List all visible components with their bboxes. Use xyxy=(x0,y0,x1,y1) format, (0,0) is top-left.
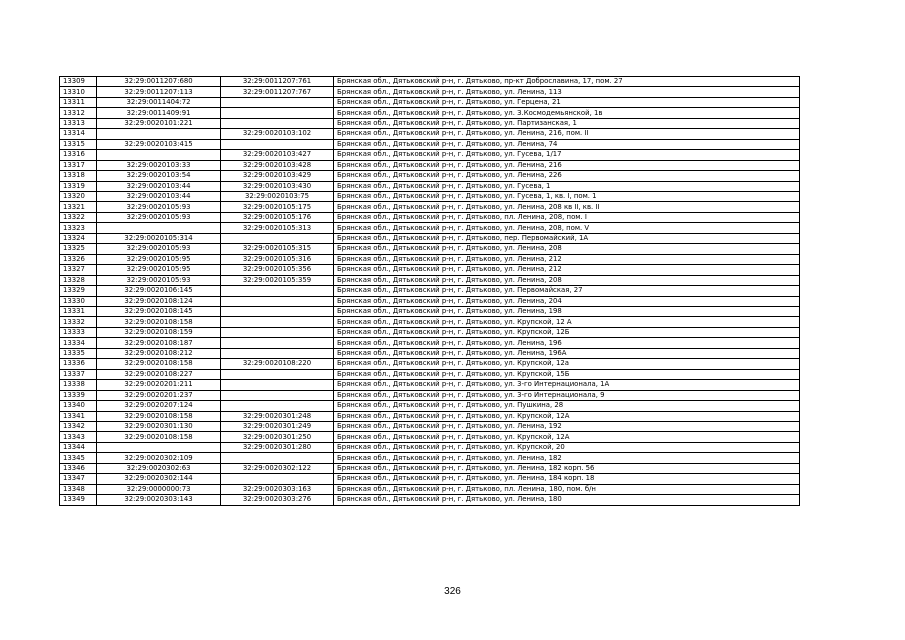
table-row xyxy=(60,432,800,442)
record-number-cell: 13331 xyxy=(60,306,97,316)
address-cell: Брянская обл., Дятьковский р-н, г. Дятьково, ул. Ленина, 204 xyxy=(334,296,800,306)
cadastral-number-cell: 32:29:0020106:145 xyxy=(97,286,221,296)
premises-cadastral-number-cell: 32:29:0020303:276 xyxy=(221,495,334,505)
premises-cadastral-number-cell xyxy=(221,327,334,337)
cadastral-number-cell: 32:29:0000000:73 xyxy=(97,484,221,494)
address-cell: Брянская обл., Дятьковский р-н, г. Дятьково, ул. Ленина, 182 корп. 56 xyxy=(334,463,800,473)
premises-cadastral-number-cell: 32:29:0011207:761 xyxy=(221,77,334,87)
address-cell: Брянская обл., Дятьковский р-н, г. Дятьково, ул. Первомайская, 27 xyxy=(334,286,800,296)
premises-cadastral-number-cell xyxy=(221,118,334,128)
premises-cadastral-number-cell xyxy=(221,139,334,149)
record-number-cell: 13325 xyxy=(60,244,97,254)
table-row xyxy=(60,244,800,254)
cadastral-number-cell: 32:29:0011404:72 xyxy=(97,97,221,107)
address-cell: Брянская обл., Дятьковский р-н, г. Дятьково, ул. Ленина, 208 xyxy=(334,244,800,254)
table-row xyxy=(60,495,800,505)
cadastral-number-cell: 32:29:0020302:144 xyxy=(97,474,221,484)
table-row xyxy=(60,77,800,87)
table-row xyxy=(60,108,800,118)
cadastral-number-cell xyxy=(97,223,221,233)
record-number-cell: 13311 xyxy=(60,97,97,107)
record-number-cell: 13332 xyxy=(60,317,97,327)
cadastral-number-cell: 32:29:0011409:91 xyxy=(97,108,221,118)
address-cell: Брянская обл., Дятьковский р-н, г. Дятьково, пл. Ленина, 180, пом. б/н xyxy=(334,484,800,494)
cadastral-number-cell: 32:29:0020108:187 xyxy=(97,338,221,348)
address-cell: Брянская обл., Дятьковский р-н, г. Дятьково, ул. Ленина, 198 xyxy=(334,306,800,316)
premises-cadastral-number-cell xyxy=(221,317,334,327)
premises-cadastral-number-cell xyxy=(221,369,334,379)
table-row xyxy=(60,286,800,296)
record-number-cell: 13315 xyxy=(60,139,97,149)
premises-cadastral-number-cell xyxy=(221,306,334,316)
table-row xyxy=(60,463,800,473)
table-row xyxy=(60,306,800,316)
premises-cadastral-number-cell: 32:29:0020105:175 xyxy=(221,202,334,212)
address-cell: Брянская обл., Дятьковский р-н, г. Дятьково, ул. Герцена, 21 xyxy=(334,97,800,107)
table-row xyxy=(60,380,800,390)
record-number-cell: 13337 xyxy=(60,369,97,379)
table-row xyxy=(60,411,800,421)
record-number-cell: 13327 xyxy=(60,265,97,275)
table-row xyxy=(60,171,800,181)
address-cell: Брянская обл., Дятьковский р-н, г. Дятьково, ул. Крупской, 12Б xyxy=(334,327,800,337)
table-row xyxy=(60,118,800,128)
cadastral-number-cell: 32:29:0020108:158 xyxy=(97,432,221,442)
premises-cadastral-number-cell: 32:29:0020105:315 xyxy=(221,244,334,254)
address-cell: Брянская обл., Дятьковский р-н, г. Дятьково, пр-кт Доброславина, 17, пом. 27 xyxy=(334,77,800,87)
record-number-cell: 13320 xyxy=(60,191,97,201)
premises-cadastral-number-cell xyxy=(221,108,334,118)
table-row xyxy=(60,191,800,201)
record-number-cell: 13313 xyxy=(60,118,97,128)
cadastral-number-cell: 32:29:0011207:113 xyxy=(97,87,221,97)
cadastral-number-cell: 32:29:0020105:93 xyxy=(97,202,221,212)
address-cell: Брянская обл., Дятьковский р-н, г. Дятьково, ул. Ленина, 208, пом. V xyxy=(334,223,800,233)
record-number-cell: 13326 xyxy=(60,254,97,264)
address-cell: Брянская обл., Дятьковский р-н, г. Дятьково, ул. Крупской, 12А xyxy=(334,411,800,421)
cadastral-number-cell: 32:29:0020103:44 xyxy=(97,191,221,201)
table-row xyxy=(60,453,800,463)
record-number-cell: 13329 xyxy=(60,286,97,296)
cadastral-number-cell: 32:29:0020302:63 xyxy=(97,463,221,473)
cadastral-number-cell: 32:29:0020105:93 xyxy=(97,244,221,254)
premises-cadastral-number-cell xyxy=(221,453,334,463)
premises-cadastral-number-cell xyxy=(221,401,334,411)
table-row xyxy=(60,484,800,494)
premises-cadastral-number-cell: 32:29:0020301:280 xyxy=(221,442,334,452)
cadastral-number-cell: 32:29:0020201:237 xyxy=(97,390,221,400)
address-cell: Брянская обл., Дятьковский р-н, г. Дятьково, ул. Крупской, 12А xyxy=(334,432,800,442)
cadastral-number-cell: 32:29:0020302:109 xyxy=(97,453,221,463)
record-number-cell: 13314 xyxy=(60,129,97,139)
record-number-cell: 13339 xyxy=(60,390,97,400)
record-number-cell: 13349 xyxy=(60,495,97,505)
record-number-cell: 13309 xyxy=(60,77,97,87)
record-number-cell: 13316 xyxy=(60,150,97,160)
record-number-cell: 13347 xyxy=(60,474,97,484)
address-cell: Брянская обл., Дятьковский р-н, г. Дятьково, ул. Крупской, 15Б xyxy=(334,369,800,379)
cadastral-number-cell: 32:29:0020103:33 xyxy=(97,160,221,170)
premises-cadastral-number-cell: 32:29:0020105:176 xyxy=(221,212,334,222)
address-cell: Брянская обл., Дятьковский р-н, г. Дятьково, ул. Ленина, 212 xyxy=(334,265,800,275)
premises-cadastral-number-cell xyxy=(221,296,334,306)
cadastral-number-cell: 32:29:0020103:415 xyxy=(97,139,221,149)
table-row xyxy=(60,139,800,149)
cadastral-number-cell: 32:29:0020108:158 xyxy=(97,317,221,327)
premises-cadastral-number-cell xyxy=(221,233,334,243)
premises-cadastral-number-cell xyxy=(221,97,334,107)
address-cell: Брянская обл., Дятьковский р-н, г. Дятьково, ул. Гусева, 1/17 xyxy=(334,150,800,160)
cadastral-number-cell: 32:29:0020103:54 xyxy=(97,171,221,181)
records-table-body xyxy=(60,77,800,506)
cadastral-number-cell: 32:29:0020108:227 xyxy=(97,369,221,379)
address-cell: Брянская обл., Дятьковский р-н, г. Дятьково, ул. Ленина, 226 xyxy=(334,171,800,181)
record-number-cell: 13343 xyxy=(60,432,97,442)
address-cell: Брянская обл., Дятьковский р-н, г. Дятьково, ул. Ленина, 196 xyxy=(334,338,800,348)
table-row xyxy=(60,296,800,306)
table-row xyxy=(60,390,800,400)
record-number-cell: 13312 xyxy=(60,108,97,118)
page-number: 326 xyxy=(444,586,461,597)
address-cell: Брянская обл., Дятьковский р-н, г. Дятьково, ул. Ленина, 113 xyxy=(334,87,800,97)
record-number-cell: 13319 xyxy=(60,181,97,191)
premises-cadastral-number-cell: 32:29:0020108:220 xyxy=(221,359,334,369)
table-row xyxy=(60,474,800,484)
premises-cadastral-number-cell xyxy=(221,338,334,348)
address-cell: Брянская обл., Дятьковский р-н, г. Дятьково, ул. Ленина, 192 xyxy=(334,421,800,431)
record-number-cell: 13328 xyxy=(60,275,97,285)
premises-cadastral-number-cell: 32:29:0020103:75 xyxy=(221,191,334,201)
cadastral-number-cell: 32:29:0020105:93 xyxy=(97,275,221,285)
premises-cadastral-number-cell: 32:29:0020301:250 xyxy=(221,432,334,442)
table-row xyxy=(60,421,800,431)
premises-cadastral-number-cell: 32:29:0011207:767 xyxy=(221,87,334,97)
address-cell: Брянская обл., Дятьковский р-н, г. Дятьково, ул. Партизанская, 1 xyxy=(334,118,800,128)
table-row xyxy=(60,129,800,139)
cadastral-number-cell: 32:29:0020105:314 xyxy=(97,233,221,243)
cadastral-number-cell: 32:29:0020108:124 xyxy=(97,296,221,306)
address-cell: Брянская обл., Дятьковский р-н, г. Дятьково, ул. Ленина, 216, пом. II xyxy=(334,129,800,139)
premises-cadastral-number-cell xyxy=(221,286,334,296)
cadastral-number-cell: 32:29:0020105:93 xyxy=(97,212,221,222)
address-cell: Брянская обл., Дятьковский р-н, г. Дятьково, ул. Крупской, 20 xyxy=(334,442,800,452)
table-row xyxy=(60,275,800,285)
premises-cadastral-number-cell xyxy=(221,348,334,358)
premises-cadastral-number-cell: 32:29:0020103:427 xyxy=(221,150,334,160)
record-number-cell: 13340 xyxy=(60,401,97,411)
record-number-cell: 13333 xyxy=(60,327,97,337)
table-row xyxy=(60,348,800,358)
premises-cadastral-number-cell: 32:29:0020103:429 xyxy=(221,171,334,181)
record-number-cell: 13344 xyxy=(60,442,97,452)
address-cell: Брянская обл., Дятьковский р-н, г. Дятьково, ул. Ленина, 182 xyxy=(334,453,800,463)
record-number-cell: 13310 xyxy=(60,87,97,97)
record-number-cell: 13346 xyxy=(60,463,97,473)
table-row xyxy=(60,327,800,337)
record-number-cell: 13323 xyxy=(60,223,97,233)
record-number-cell: 13322 xyxy=(60,212,97,222)
record-number-cell: 13321 xyxy=(60,202,97,212)
cadastral-number-cell: 32:29:0020105:95 xyxy=(97,254,221,264)
table-row xyxy=(60,223,800,233)
table-row xyxy=(60,87,800,97)
record-number-cell: 13318 xyxy=(60,171,97,181)
record-number-cell: 13341 xyxy=(60,411,97,421)
table-row xyxy=(60,181,800,191)
table-row xyxy=(60,317,800,327)
cadastral-number-cell: 32:29:0020108:158 xyxy=(97,359,221,369)
address-cell: Брянская обл., Дятьковский р-н, г. Дятьково, ул. Ленина, 196А xyxy=(334,348,800,358)
record-number-cell: 13317 xyxy=(60,160,97,170)
cadastral-number-cell: 32:29:0020105:95 xyxy=(97,265,221,275)
premises-cadastral-number-cell: 32:29:0020301:248 xyxy=(221,411,334,421)
record-number-cell: 13324 xyxy=(60,233,97,243)
address-cell: Брянская обл., Дятьковский р-н, г. Дятьково, ул. Ленина, 180 xyxy=(334,495,800,505)
premises-cadastral-number-cell: 32:29:0020301:249 xyxy=(221,421,334,431)
table-row xyxy=(60,97,800,107)
address-cell: Брянская обл., Дятьковский р-н, г. Дятьково, ул. Крупской, 12а xyxy=(334,359,800,369)
premises-cadastral-number-cell: 32:29:0020303:163 xyxy=(221,484,334,494)
table-row xyxy=(60,212,800,222)
address-cell: Брянская обл., Дятьковский р-н, г. Дятьково, ул. Ленина, 212 xyxy=(334,254,800,264)
records-table xyxy=(59,76,800,506)
table-row xyxy=(60,401,800,411)
address-cell: Брянская обл., Дятьковский р-н, г. Дятьково, ул. 3-го Интернационала, 1А xyxy=(334,380,800,390)
cadastral-number-cell: 32:29:0020108:212 xyxy=(97,348,221,358)
table-row xyxy=(60,369,800,379)
address-cell: Брянская обл., Дятьковский р-н, г. Дятьково, ул. Ленина, 74 xyxy=(334,139,800,149)
cadastral-number-cell: 32:29:0020201:211 xyxy=(97,380,221,390)
table-row xyxy=(60,359,800,369)
table-row xyxy=(60,265,800,275)
premises-cadastral-number-cell xyxy=(221,380,334,390)
address-cell: Брянская обл., Дятьковский р-н, г. Дятьково, ул. З.Космодемьянской, 1в xyxy=(334,108,800,118)
address-cell: Брянская обл., Дятьковский р-н, г. Дятьково, ул. 3-го Интернационала, 9 xyxy=(334,390,800,400)
address-cell: Брянская обл., Дятьковский р-н, г. Дятьково, ул. Ленина, 208 xyxy=(334,275,800,285)
record-number-cell: 13342 xyxy=(60,421,97,431)
premises-cadastral-number-cell xyxy=(221,390,334,400)
table-row xyxy=(60,150,800,160)
cadastral-number-cell xyxy=(97,442,221,452)
record-number-cell: 13334 xyxy=(60,338,97,348)
premises-cadastral-number-cell: 32:29:0020103:428 xyxy=(221,160,334,170)
address-cell: Брянская обл., Дятьковский р-н, г. Дятьково, пер. Первомайский, 1А xyxy=(334,233,800,243)
premises-cadastral-number-cell: 32:29:0020103:430 xyxy=(221,181,334,191)
premises-cadastral-number-cell: 32:29:0020302:122 xyxy=(221,463,334,473)
table-row xyxy=(60,442,800,452)
cadastral-number-cell: 32:29:0020103:44 xyxy=(97,181,221,191)
cadastral-number-cell: 32:29:0020207:124 xyxy=(97,401,221,411)
cadastral-number-cell: 32:29:0020303:143 xyxy=(97,495,221,505)
record-number-cell: 13348 xyxy=(60,484,97,494)
address-cell: Брянская обл., Дятьковский р-н, г. Дятьково, ул. Крупской, 12 А xyxy=(334,317,800,327)
premises-cadastral-number-cell: 32:29:0020105:356 xyxy=(221,265,334,275)
address-cell: Брянская обл., Дятьковский р-н, г. Дятьково, пл. Ленина, 208, пом. I xyxy=(334,212,800,222)
cadastral-number-cell xyxy=(97,150,221,160)
premises-cadastral-number-cell: 32:29:0020103:102 xyxy=(221,129,334,139)
cadastral-number-cell: 32:29:0020108:159 xyxy=(97,327,221,337)
address-cell: Брянская обл., Дятьковский р-н, г. Дятьково, ул. Ленина, 208 кв II, кв. II xyxy=(334,202,800,212)
cadastral-number-cell: 32:29:0011207:680 xyxy=(97,77,221,87)
premises-cadastral-number-cell: 32:29:0020105:313 xyxy=(221,223,334,233)
record-number-cell: 13336 xyxy=(60,359,97,369)
address-cell: Брянская обл., Дятьковский р-н, г. Дятьково, ул. Гусева, 1, кв. I, пом. 1 xyxy=(334,191,800,201)
cadastral-number-cell: 32:29:0020108:145 xyxy=(97,306,221,316)
premises-cadastral-number-cell: 32:29:0020105:359 xyxy=(221,275,334,285)
table-row xyxy=(60,202,800,212)
table-row xyxy=(60,233,800,243)
table-row xyxy=(60,160,800,170)
cadastral-number-cell: 32:29:0020101:221 xyxy=(97,118,221,128)
address-cell: Брянская обл., Дятьковский р-н, г. Дятьково, ул. Пушкина, 28 xyxy=(334,401,800,411)
record-number-cell: 13330 xyxy=(60,296,97,306)
address-cell: Брянская обл., Дятьковский р-н, г. Дятьково, ул. Ленина, 216 xyxy=(334,160,800,170)
table-row xyxy=(60,338,800,348)
premises-cadastral-number-cell: 32:29:0020105:316 xyxy=(221,254,334,264)
premises-cadastral-number-cell xyxy=(221,474,334,484)
cadastral-number-cell xyxy=(97,129,221,139)
record-number-cell: 13338 xyxy=(60,380,97,390)
address-cell: Брянская обл., Дятьковский р-н, г. Дятьково, ул. Ленина, 184 корп. 18 xyxy=(334,474,800,484)
record-number-cell: 13345 xyxy=(60,453,97,463)
record-number-cell: 13335 xyxy=(60,348,97,358)
table-row xyxy=(60,254,800,264)
cadastral-number-cell: 32:29:0020108:158 xyxy=(97,411,221,421)
address-cell: Брянская обл., Дятьковский р-н, г. Дятьково, ул. Гусева, 1 xyxy=(334,181,800,191)
cadastral-number-cell: 32:29:0020301:130 xyxy=(97,421,221,431)
